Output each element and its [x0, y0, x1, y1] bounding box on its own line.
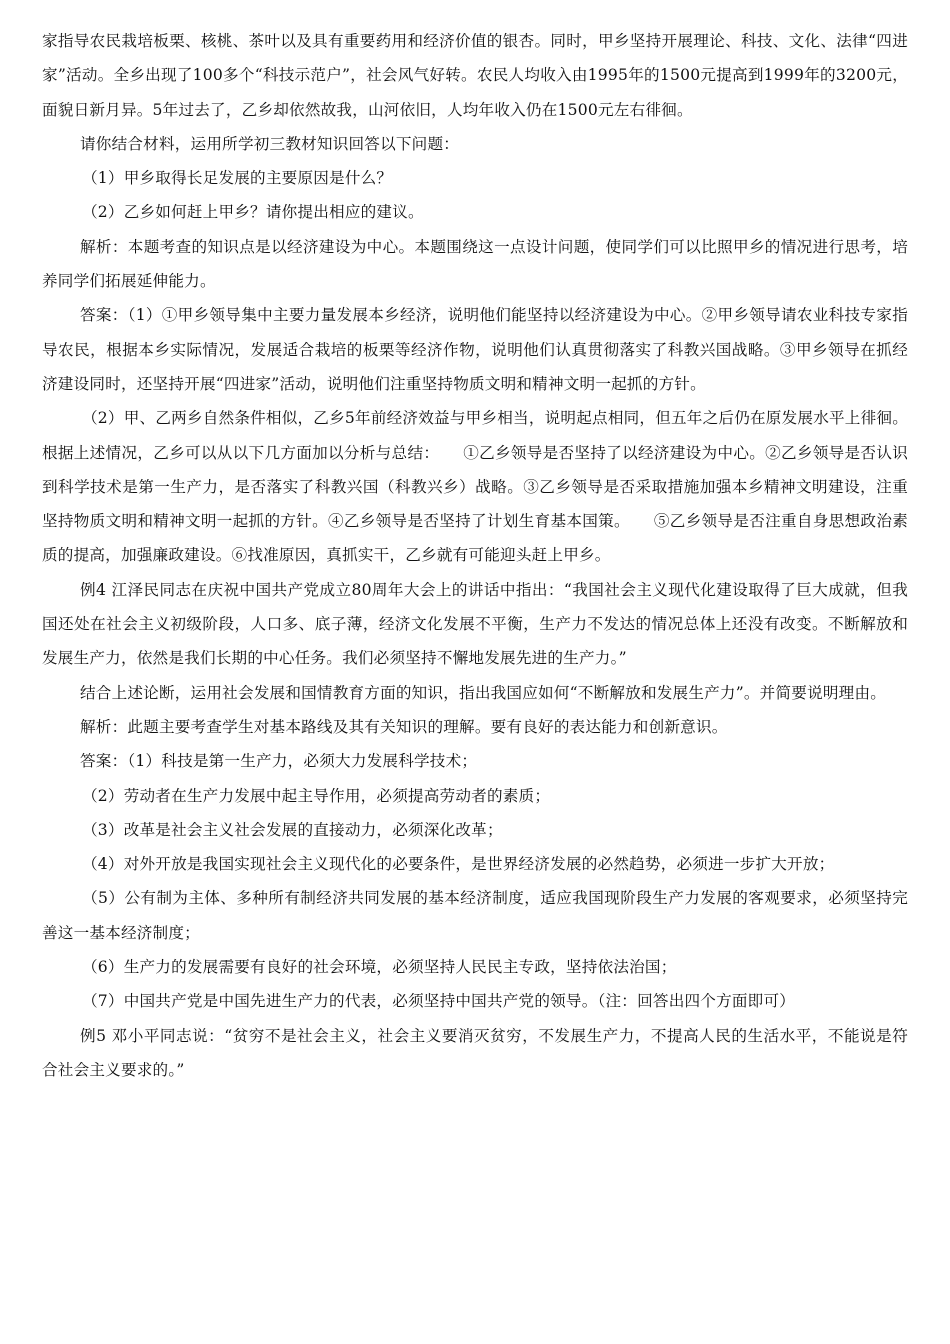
analysis-example-3: 解析：本题考查的知识点是以经济建设为中心。本题围绕这一点设计问题，使同学们可以比照甲乡的情况进行思考，培养同学们拓展延伸能力。 [42, 237, 908, 291]
answer-example-4-item-3: （3）改革是社会主义社会发展的直接动力，必须深化改革； [82, 820, 503, 839]
answer-example-4-item-5: （5）公有制为主体、多种所有制经济共同发展的基本经济制度，适应我国现阶段生产力发展的客观要求，必须坚持完善这一基本经济制度； [42, 889, 908, 942]
analysis-example-4: 解析：此题主要考查学生对基本路线及其有关知识的理解。要有良好的表达能力和创新意识。 [80, 717, 728, 736]
example-4-question: 结合上述论断，运用社会发展和国情教育方面的知识，指出我国应如何“不断解放和发展生产力”。并简要说明理由。 [80, 683, 887, 702]
answer-example-4-item-6: （6）生产力的发展需要有良好的社会环境，必须坚持人民民主专政，坚持依法治国； [82, 958, 677, 977]
answer-example-3-part-2: （2）甲、乙两乡自然条件相似，乙乡5年前经济效益与甲乡相当，说明起点相同，但五年之后仍在原发展水平上徘徊。根据上述情况，乙乡可以从以下几方面加以分析与总结： ①乙乡领导是否坚持了以经济建设为中心。②乙乡领导是否认识到科学技术是第一生产力，是否落实了科教兴国（科教兴乡）战略。③乙乡领导是否采取措施加强本乡精神文明建设，注重坚持物质文明和精神文明一起抓的方针。④乙乡领导是否坚持了计划生育基本国策。 ⑤乙乡领导是否注重自身思想政治素质的提高，加强廉政建设。⑥找准原因，真抓实干，乙乡就有可能迎头赶上甲乡。 [42, 409, 908, 565]
answer-example-3-part-1: 答案：（1）①甲乡领导集中主要力量发展本乡经济，说明他们能坚持以经济建设为中心。②甲乡领导请农业科技专家指导农民，根据本乡实际情况，发展适合栽培的板栗等经济作物，说明他们认真贯彻落实了科教兴国战略。③甲乡领导在抓经济建设同时，还坚持开展“四进家”活动，说明他们注重坚持物质文明和精神文明一起抓的方针。 [42, 306, 908, 393]
answer-example-4-item-7: （7）中国共产党是中国先进生产力的代表，必须坚持中国共产党的领导。（注：回答出四个方面即可） [82, 992, 796, 1011]
question-2: （2）乙乡如何赶上甲乡？请你提出相应的建议。 [82, 203, 424, 222]
question-1: （1）甲乡取得长足发展的主要原因是什么？ [82, 169, 393, 188]
document-page [42, 24, 908, 1087]
paragraph-continuation: 家指导农民栽培板栗、核桃、茶叶以及具有重要药用和经济价值的银杏。同时，甲乡坚持开展理论、科技、文化、法律“四进家”活动。全乡出现了100多个“科技示范户”，社会风气好转。农民人均收入由1995年的1500元提高到1999年的3200元，面貌日新月异。5年过去了，乙乡却依然故我，山河依旧，人均年收入仍在1500元左右徘徊。 [42, 32, 908, 119]
example-4-quote: 例4 江泽民同志在庆祝中国共产党成立80周年大会上的讲话中指出：“我国社会主义现代化建设取得了巨大成就，但我国还处在社会主义初级阶段，人口多、底子薄，经济文化发展不平衡，生产力不发达的情况总体上还没有改变。不断解放和发展生产力，依然是我们长期的中心任务。我们必须坚持不懈地发展先进的生产力。” [42, 580, 908, 668]
question-prompt: 请你结合材料，运用所学初三教材知识回答以下问题： [80, 134, 460, 153]
answer-example-4-item-1: 答案：（1）科技是第一生产力，必须大力发展科学技术； [80, 752, 478, 771]
example-5-quote: 例5 邓小平同志说：“贫穷不是社会主义，社会主义要消灭贫穷，不发展生产力，不提高人民的生活水平，不能说是符合社会主义要求的。” [42, 1026, 908, 1079]
answer-example-4-item-4: （4）对外开放是我国实现社会主义现代化的必要条件，是世界经济发展的必然趋势，必须进一步扩大开放； [82, 855, 835, 874]
answer-example-4-item-2: （2）劳动者在生产力发展中起主导作用，必须提高劳动者的素质； [82, 786, 551, 805]
